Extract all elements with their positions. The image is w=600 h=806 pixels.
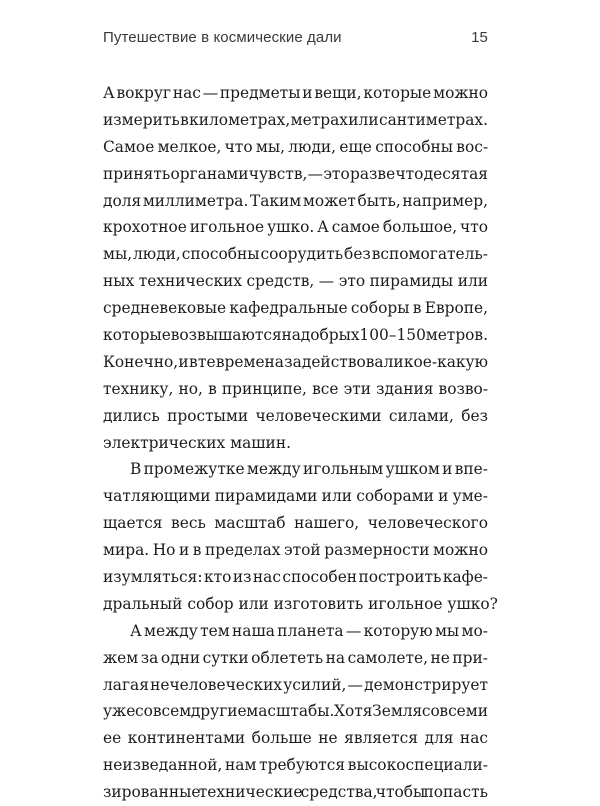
text-line: зированные технические средства, чтобы попасть: [103, 783, 488, 802]
running-head: [103, 29, 488, 53]
text-line: Конечно, и в те времена задействовали кое-какую: [103, 352, 488, 371]
text-line: средневековые кафедральные соборы в Европе,: [103, 299, 488, 318]
text-line: доля миллиметра. Таким может быть, например,: [103, 191, 488, 210]
text-line: В промежутке между игольным ушком и впе-: [130, 460, 488, 479]
text-line: жем за одни сутки облететь на самолете, не при-: [103, 648, 488, 667]
text-line: электрических машин.: [103, 433, 291, 452]
text-line: А между тем наша планета — которую мы мо-: [130, 621, 488, 640]
paragraph-1: [103, 80, 488, 456]
text-line: измерить в километрах, метрах или сантиметрах.: [103, 110, 488, 129]
running-title: Путешествие в космические дали: [103, 29, 342, 46]
text-line: ных технических средств, — это пирамиды или: [103, 272, 488, 291]
paragraph-3: [103, 618, 488, 806]
text-line: щается весь масштаб нашего, человеческого: [103, 514, 488, 533]
text-line: А вокруг нас — предметы и вещи, которые можно: [103, 84, 489, 102]
text-line: дральный собор или изготовить игольное ушко?: [103, 594, 498, 613]
text-line: неизведанной, нам требуются высокоспециали-: [103, 756, 489, 775]
text-line: принять органами чувств, — это разве что десятая: [103, 164, 488, 183]
text-line: крохотное игольное ушко. А самое большое, что: [103, 218, 489, 237]
text-line: дились простыми человеческими силами, без: [103, 406, 488, 425]
page-number: 15: [471, 29, 488, 46]
text-line: лагая нечеловеческих усилий, — демонстрирует: [103, 675, 488, 694]
text-line: изумляться: кто из нас способен построить кафе-: [103, 568, 489, 587]
text-line: ее континентами больше не является для нас: [103, 729, 488, 748]
text-line: Самое мелкое, что мы, люди, еще способны вос-: [103, 137, 489, 156]
text-line: мира. Но и в пределах этой размерности можно: [103, 541, 488, 560]
text-line: которые возвышаются на добрых 100–150 метров.: [103, 326, 488, 345]
text-line: технику, но, в принципе, все эти здания возво-: [103, 379, 489, 398]
paragraph-2: [103, 456, 498, 617]
text-line: чатляющими пирамидами или соборами и уме-: [103, 487, 488, 506]
body-text: [103, 80, 498, 806]
text-line: мы, люди, способны соорудить без вспомогатель-: [103, 245, 488, 264]
text-line: уже совсем другие масштабы. Хотя Земля со всеми: [103, 702, 489, 721]
